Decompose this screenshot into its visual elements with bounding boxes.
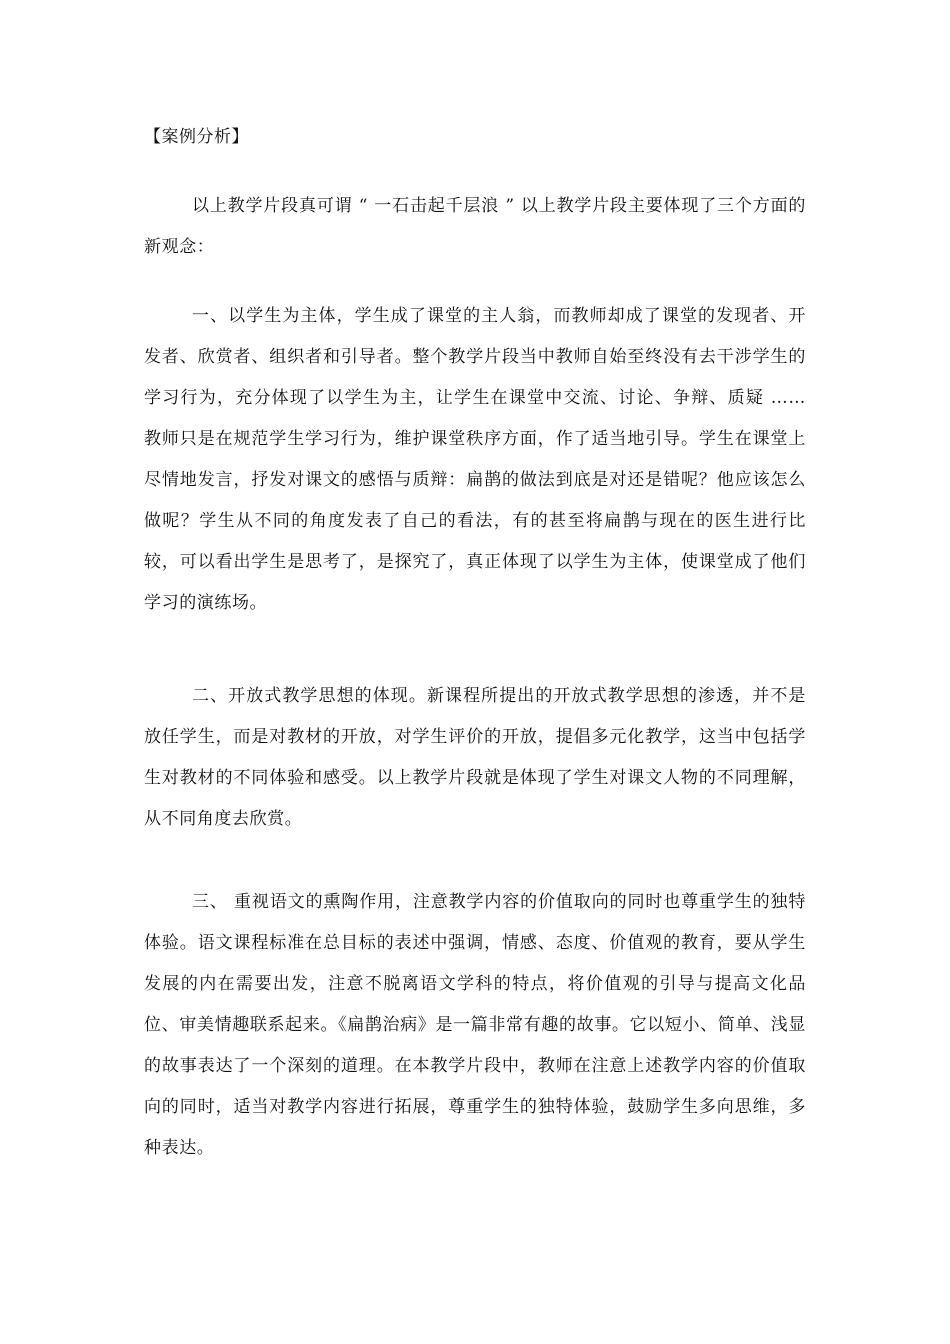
section-heading: 【案例分析】 — [144, 127, 249, 147]
point-one-paragraph: 一、以学生为主体，学生成了课堂的主人翁，而教师却成了课堂的发现者、开发者、欣赏者、组织者和引导者。整个教学片段当中教师自始至终没有去干涉学生的学习行为，充分体现了以学生为主，让学生在课堂中交流、讨论、争辩、质疑 …… 教师只是在规范学生学习行为，维护课堂秩序方面，作了适当地引导。学生在课堂上尽情地发言，抒发对课文的感悟与质辩：扁鹊的做法到底是对还是错呢？他应该怎么做呢？学生从不同的角度发表了自己的看法，有的甚至将扁鹊与现在的医生进行比较，可以看出学生是思考了，是探究了，真正体现了以学生为主体，使课堂成了他们学习的演练场。 — [144, 306, 806, 613]
intro-paragraph: 以上教学片段真可谓 “ 一石击起千层浪 ” 以上教学片段主要体现了三个方面的新观念： — [144, 196, 806, 257]
point-two-paragraph: 二、开放式教学思想的体现。新课程所提出的开放式教学思想的渗透，并不是放任学生，而是对教材的开放，对学生评价的开放，提倡多元化教学，这当中包括学生对教材的不同体验和感受。以上教学片段就是体现了学生对课文人物的不同理解，从不同角度去欣赏。 — [144, 686, 806, 829]
point-three-paragraph: 三、 重视语文的熏陶作用，注意教学内容的价值取向的同时也尊重学生的独特体验。语文课程标准在总目标的表述中强调，情感、态度、价值观的教育，要从学生发展的内在需要出发，注意不脱离语文学科的特点，将价值观的引导与提高文化品位、审美情趣联系起来。《扁鹊治病》是一篇非常有趣的故事。它以短小、简单、浅显的故事表达了一个深刻的道理。在本教学片段中，教师在注意上述教学内容的价值取向的同时，适当对教学内容进行拓展，尊重学生的独特体验，鼓励学生多向思维，多种表达。 — [144, 892, 806, 1158]
